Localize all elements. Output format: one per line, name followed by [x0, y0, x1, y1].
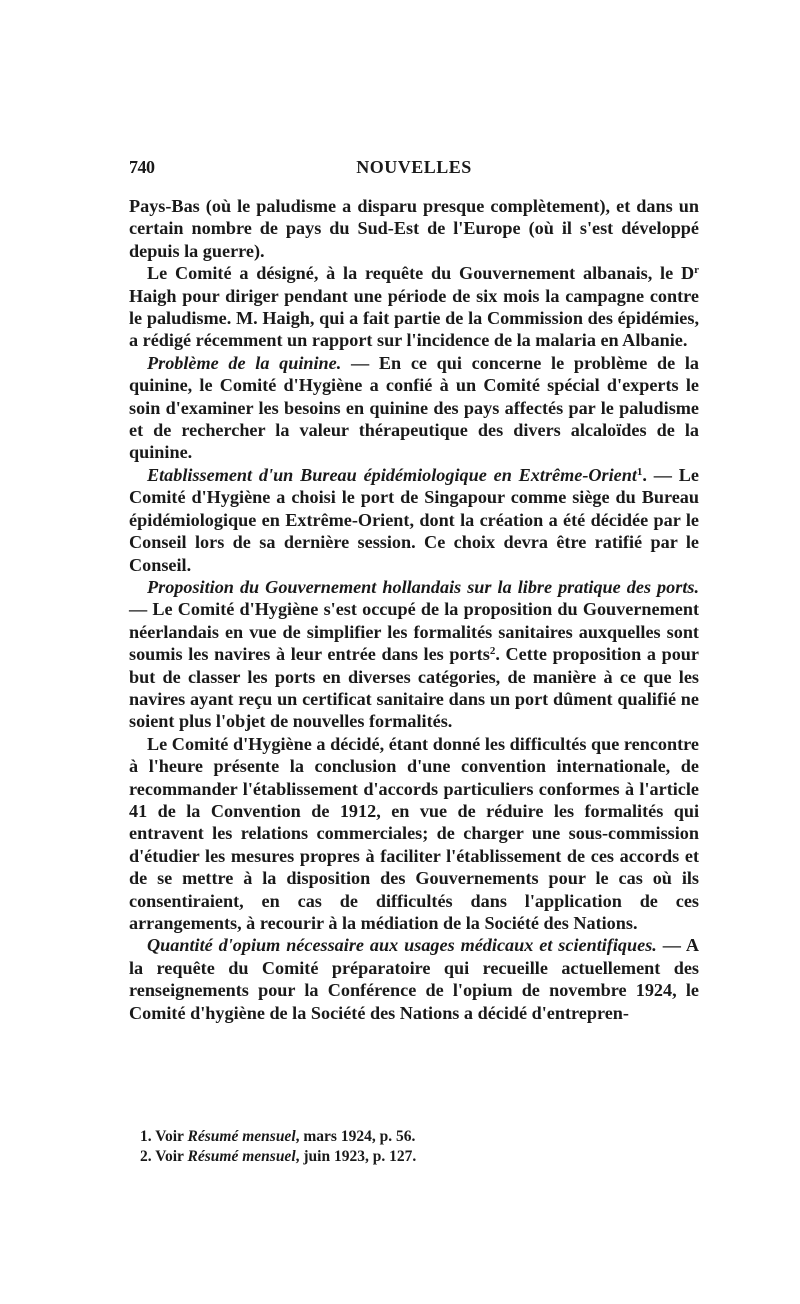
paragraph-text: — Le Comité d'Hygiène s'est occupé de la proposition du Gouvernement néerlandais en vue de simplifier les formalités sanitaires auxquelles sont soumis les navires à leur entrée dans les ports — [129, 599, 699, 665]
paragraph-text: . Cette proposition a pour but de classer les ports en diverses catégories, de manière à ce que les navires ayant reçu un certificat sanitaire dans un port dûment qualifié ne soient plus l'objet de nouvelles formalités. — [129, 644, 699, 732]
paragraph-quinine — [129, 352, 699, 464]
footnote-2: 2. Voir Résumé mensuel, juin 1923, p. 127. — [140, 1148, 417, 1165]
footnote-ref-2: 2 — [489, 645, 496, 658]
section-title: Quantité d'opium nécessaire aux usages médicaux et scientifiques. — [147, 935, 657, 956]
footnote-number: 2. — [140, 1148, 152, 1165]
paragraph-text: Haigh pour diriger pendant une période de six mois la campagne contre le paludisme. M. Haigh, qui a fait partie de la Commission des épidémies, a rédigé récemment un rapport sur l'incidence de la malaria en Albanie. — [129, 285, 699, 351]
page-number: 740 — [129, 157, 155, 177]
paragraph-albania — [129, 262, 699, 352]
paragraph-text: . — Le Comité d'Hygiène a choisi le port de Singapour comme siège du Bureau épidémiologique en Extrême-Orient, dont la création a été décidée par le Conseil lors de sa dernière session. Ce choix devra être ratifié par le Conseil. — [129, 464, 699, 575]
paragraph-text: — A la requête du Comité préparatoire qui recueille actuellement des renseignements pour la Conférence de l'opium de novembre 1924, le Comité d'hygiène de la Société des Nations a décidé d'entrepren- — [129, 935, 699, 1023]
paragraph-continuation: Pays-Bas (où le paludisme a disparu presque complètement), et dans un certain nombre de pays du Sud-Est de l'Europe (où il s'est développé depuis la guerre). — [129, 196, 699, 261]
footnote-ref-1: 1 — [636, 465, 643, 478]
paragraph-ports — [129, 576, 699, 733]
footnote-number: 1. — [140, 1128, 152, 1145]
section-title: Problème de la quinine. — [147, 352, 342, 373]
superscript: r — [694, 264, 699, 277]
paragraph-text: Le Comité a désigné, à la requête du Gouvernement albanais, le D — [147, 263, 695, 284]
paragraph-hygiene-decision: Le Comité d'Hygiène a décidé, étant donné les difficultés que rencontre à l'heure présente la conclusion d'une convention internationale, de recommander l'établissement d'accords particuliers conformes à l'article 41 de la Convention de 1912, en vue de réduire les formalités qui entravent les relations commerciales; de charger une sous-commission d'étudier les mesures propres à faciliter l'établissement de ces accords et de se mettre à la disposition des Gouvernements pour le cas où ils consentiraient, en cas de difficultés dans l'application de ces arrangements, à recourir à la médiation de la Société des Nations. — [129, 733, 699, 933]
paragraph-bureau — [129, 464, 699, 576]
page-header — [129, 157, 699, 181]
paragraph-opium — [129, 934, 699, 1024]
footnotes — [140, 1127, 660, 1167]
body-text — [129, 195, 699, 1024]
running-head: NOUVELLES — [356, 157, 472, 177]
paragraph-text: — En ce qui concerne le problème de la quinine, le Comité d'Hygiène a confié à un Comité spécial d'experts le soin d'examiner les besoins en quinine des pays affectés par le paludisme et de rechercher la valeur thérapeutique des divers alcaloïdes de la quinine. — [129, 352, 699, 463]
section-title: Etablissement d'un Bureau épidémiologique en Extrême-Orient — [147, 464, 637, 485]
section-title: Proposition du Gouvernement hollandais sur la libre pratique des ports. — [147, 576, 699, 597]
footnote-title: Résumé mensuel — [187, 1148, 296, 1165]
footnote-title: Résumé mensuel — [187, 1128, 296, 1145]
footnote-1: 1. Voir Résumé mensuel, mars 1924, p. 56. — [140, 1128, 416, 1145]
